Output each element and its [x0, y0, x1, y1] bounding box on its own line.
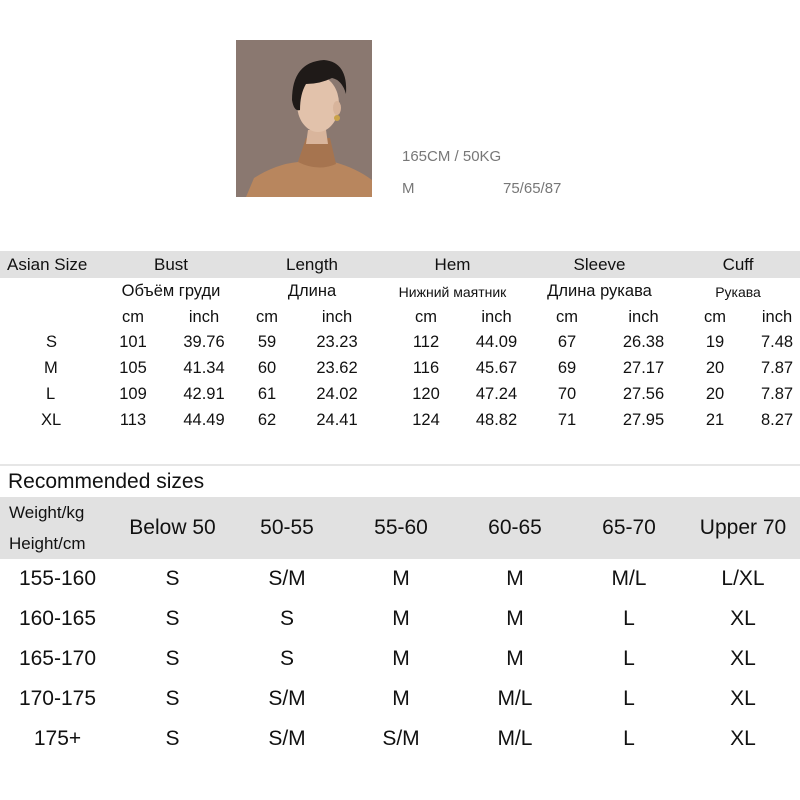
table-cell: M [506, 647, 524, 670]
header-sleeve: Sleeve [523, 251, 676, 278]
corner-height-label: Height/cm [9, 534, 86, 553]
unit-inch: inch [761, 307, 793, 326]
table-cell: 20 [705, 358, 725, 377]
table-cell: 7.87 [760, 384, 794, 403]
table-row [0, 679, 800, 719]
table-cell: 24.02 [316, 384, 358, 403]
table-cell: 44.09 [475, 332, 518, 351]
table-cell: 124 [412, 410, 440, 429]
header-hem: Hem [382, 251, 523, 278]
table-cell: 21 [705, 410, 725, 429]
weight-header: 50-55 [230, 497, 344, 559]
weight-header: 65-70 [572, 497, 686, 559]
table-cell: 112 [412, 332, 440, 351]
table-cell: 71 [557, 410, 577, 429]
russian-empty [0, 278, 100, 305]
header-length: Length [242, 251, 382, 278]
recommended-title: Recommended sizes [8, 470, 205, 493]
table-cell: 26.38 [622, 332, 665, 351]
table-cell: M [392, 607, 410, 630]
table-cell: L [623, 727, 635, 750]
table-cell: M/L [497, 727, 533, 750]
russian-hem: Нижний маятник [398, 283, 507, 300]
table-cell: 7.48 [760, 332, 794, 351]
header-asian-size: Asian Size [0, 251, 100, 278]
model-size: M [402, 180, 415, 197]
table-cell: 116 [412, 358, 440, 377]
table-cell: 7.87 [760, 358, 794, 377]
russian-length: Длина [287, 282, 337, 300]
table-row [0, 639, 800, 679]
table-row [0, 329, 800, 355]
table-cell: 27.95 [622, 410, 665, 429]
table-cell: S/M [382, 727, 420, 750]
size-chart-header-row [0, 251, 800, 278]
unit-empty [0, 305, 100, 329]
table-cell: L [623, 607, 635, 630]
corner-weight-label: Weight/kg [9, 503, 85, 522]
table-cell: S/M [268, 567, 306, 590]
table-cell: XL [730, 647, 756, 670]
table-row [0, 719, 800, 759]
table-row [0, 407, 800, 433]
table-cell: 39.76 [183, 332, 225, 351]
table-cell: 67 [557, 332, 577, 351]
table-cell: 44.49 [183, 410, 225, 429]
model-photo [236, 40, 372, 197]
size-label: XL [41, 410, 62, 429]
table-cell: 69 [557, 358, 577, 377]
unit-cm: cm [122, 307, 144, 326]
unit-cm: cm [415, 307, 437, 326]
table-cell: 59 [257, 332, 277, 351]
table-cell: 8.27 [760, 410, 794, 429]
weight-header: Below 50 [115, 497, 230, 559]
table-cell: XL [730, 687, 756, 710]
table-cell: 47.24 [475, 384, 518, 403]
table-cell: M [392, 687, 410, 710]
size-chart-russian-row [0, 278, 800, 305]
unit-cm: cm [556, 307, 578, 326]
table-cell: 27.56 [622, 384, 665, 403]
table-cell: M/L [611, 567, 647, 590]
size-label: S [46, 332, 58, 351]
table-row [0, 599, 800, 639]
weight-header: Upper 70 [686, 497, 800, 559]
table-cell: S [165, 607, 180, 630]
table-cell: 20 [705, 384, 725, 403]
table-cell: 42.91 [183, 384, 225, 403]
table-cell: M [392, 567, 410, 590]
table-cell: S [279, 647, 294, 670]
table-cell: XL [730, 727, 756, 750]
height-label: 165-170 [18, 647, 97, 670]
size-chart-table [0, 251, 800, 433]
corner-header [0, 497, 115, 559]
table-cell: 61 [257, 384, 277, 403]
table-cell: 105 [119, 358, 147, 377]
table-cell: L [623, 647, 635, 670]
model-portrait-image [236, 40, 372, 197]
table-cell: 70 [557, 384, 577, 403]
russian-cuff: Рукава [715, 283, 761, 300]
unit-inch: inch [321, 307, 353, 326]
table-cell: M [506, 567, 524, 590]
table-cell: 48.82 [475, 410, 518, 429]
russian-sleeve: Длина рукава [547, 282, 652, 300]
table-cell: S/M [268, 727, 306, 750]
table-cell: XL [730, 607, 756, 630]
table-cell: 27.17 [622, 358, 665, 377]
table-cell: 120 [412, 384, 440, 403]
unit-cm: cm [704, 307, 727, 326]
table-cell: S [165, 567, 180, 590]
table-cell: 62 [257, 410, 277, 429]
size-label: L [46, 384, 56, 403]
table-cell: 60 [257, 358, 277, 377]
table-cell: M/L [497, 687, 533, 710]
unit-inch: inch [481, 307, 512, 326]
recommended-header-row [0, 497, 800, 559]
model-height-weight: 165CM / 50KG [402, 148, 502, 165]
table-cell: 23.23 [316, 332, 358, 351]
weight-header: 60-65 [458, 497, 572, 559]
height-label: 155-160 [18, 567, 97, 590]
table-cell: M [392, 647, 410, 670]
size-chart-unit-row [0, 305, 800, 329]
height-label: 175+ [33, 727, 82, 750]
weight-header: 55-60 [344, 497, 458, 559]
table-cell: S [165, 687, 180, 710]
table-cell: 19 [705, 332, 725, 351]
unit-inch: inch [628, 307, 659, 326]
size-label: M [44, 358, 58, 377]
model-measurements: 75/65/87 [503, 180, 562, 197]
table-cell: 109 [119, 384, 147, 403]
recommended-sizes-table [0, 497, 800, 759]
table-cell: S [165, 647, 180, 670]
table-cell: S/M [268, 687, 306, 710]
table-row [0, 559, 800, 599]
table-cell: 24.41 [316, 410, 358, 429]
russian-bust: Объём груди [121, 282, 221, 300]
table-cell: S [279, 607, 294, 630]
table-cell: 113 [119, 410, 147, 429]
table-cell: L [623, 687, 635, 710]
header-cuff: Cuff [676, 251, 800, 278]
height-label: 170-175 [18, 687, 97, 710]
table-row [0, 355, 800, 381]
table-cell: 23.62 [316, 358, 358, 377]
header-bust: Bust [100, 251, 242, 278]
section-divider [0, 464, 800, 466]
table-cell: 45.67 [475, 358, 518, 377]
unit-cm: cm [256, 307, 278, 326]
table-row [0, 381, 800, 407]
table-cell: 41.34 [183, 358, 225, 377]
table-cell: L/XL [721, 567, 765, 590]
table-cell: S [165, 727, 180, 750]
height-label: 160-165 [18, 607, 97, 630]
table-cell: 101 [119, 332, 147, 351]
table-cell: M [506, 607, 524, 630]
unit-inch: inch [188, 307, 220, 326]
